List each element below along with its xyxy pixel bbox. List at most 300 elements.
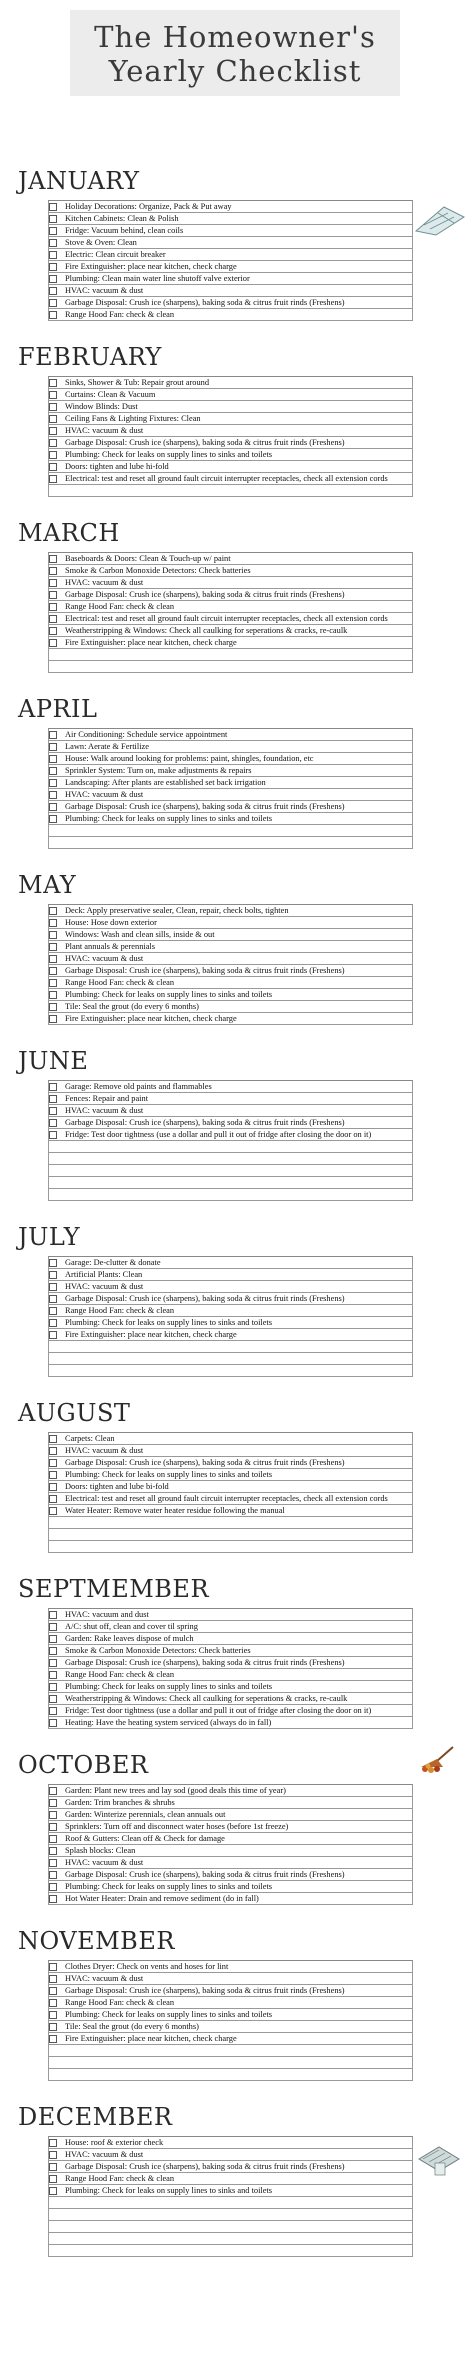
checkbox[interactable] — [49, 1435, 57, 1443]
checklist-row — [48, 613, 413, 625]
task-label: HVAC: vacuum & dust — [65, 1974, 144, 1983]
checkbox[interactable] — [49, 1811, 57, 1819]
checklist-row — [48, 2033, 413, 2045]
checklist-row — [48, 1845, 413, 1857]
checklist-row — [48, 625, 413, 637]
checklist-row — [48, 2233, 413, 2245]
checkbox[interactable] — [49, 567, 57, 575]
checkbox[interactable] — [49, 1799, 57, 1807]
checklist-row — [48, 437, 413, 449]
checklist-row — [48, 2045, 413, 2057]
checkbox[interactable] — [49, 579, 57, 587]
checklist-row — [48, 1693, 413, 1705]
task-label: Garbage Disposal: Crush ice (sharpens), baking soda & citrus fruit rinds (Freshens) — [65, 2162, 345, 2171]
checkbox[interactable] — [49, 275, 57, 283]
checkbox[interactable] — [49, 2023, 57, 2031]
task-label: HVAC: vacuum & dust — [65, 1858, 144, 1867]
task-label: HVAC: vacuum & dust — [65, 286, 144, 295]
checklist-row — [48, 2137, 413, 2149]
checkbox[interactable] — [49, 1623, 57, 1631]
checkbox[interactable] — [49, 555, 57, 563]
task-label: Range Hood Fan: check & clean — [65, 602, 175, 611]
task-label: Plumbing: Clean main water line shutoff valve exterior — [65, 274, 250, 283]
checkbox[interactable] — [49, 1003, 57, 1011]
checkbox[interactable] — [49, 1647, 57, 1655]
checkbox[interactable] — [49, 1307, 57, 1315]
checklist-row — [48, 1177, 413, 1189]
checklist-row — [48, 1481, 413, 1493]
checkbox[interactable] — [49, 1483, 57, 1491]
checklist-row — [48, 1717, 413, 1729]
task-label: Doors: tighten and lube bi-fold — [65, 1482, 169, 1491]
checklist-row — [48, 1165, 413, 1177]
task-label: Garbage Disposal: Crush ice (sharpens), baking soda & citrus fruit rinds (Freshens) — [65, 1986, 345, 1995]
task-label: Fire Extinguisher: place near kitchen, check charge — [65, 262, 237, 271]
task-label: Fridge: Test door tightness (use a dollar and pull it out of fridge after closing the door on it) — [65, 1706, 372, 1715]
task-label: Heating: Have the heating system serviced (always do in fall) — [65, 1718, 272, 1727]
task-label: Plumbing: Check for leaks on supply lines to sinks and toilets — [65, 990, 273, 999]
month-heading: JUNE — [18, 1047, 89, 1075]
checkbox[interactable] — [49, 215, 57, 223]
checklist-row — [48, 1081, 413, 1093]
checklist-row — [48, 905, 413, 917]
checkbox[interactable] — [49, 2035, 57, 2043]
checkbox[interactable] — [49, 227, 57, 235]
checklist-row — [48, 1493, 413, 1505]
checklist-table — [48, 728, 413, 849]
task-label: Water Heater: Remove water heater residue following the manual — [65, 1506, 285, 1515]
checkbox[interactable] — [49, 1331, 57, 1339]
checklist-row — [48, 2221, 413, 2233]
month-heading: OCTOBER — [18, 1751, 149, 1779]
checklist-row — [48, 1857, 413, 1869]
task-label: Range Hood Fan: check & clean — [65, 978, 175, 987]
checkbox[interactable] — [49, 931, 57, 939]
checklist-row — [48, 213, 413, 225]
task-label: Tile: Seal the grout (do every 6 months) — [65, 2022, 199, 2031]
month-june — [0, 1046, 474, 1222]
task-label: Garage: Remove old paints and flammables — [65, 1082, 212, 1091]
checkbox[interactable] — [49, 1471, 57, 1479]
checklist-row — [48, 1633, 413, 1645]
task-label: Electrical: test and reset all ground fault circuit interrupter receptacles, check all extension cords — [65, 1494, 388, 1503]
task-label: Electrical: test and reset all ground fault circuit interrupter receptacles, check all extension cords — [65, 614, 388, 623]
checklist-row — [48, 1305, 413, 1317]
checkbox[interactable] — [49, 1119, 57, 1127]
checklist-row — [48, 1645, 413, 1657]
task-label: Air Conditioning: Schedule service appointment — [65, 730, 228, 739]
checklist-row — [48, 1445, 413, 1457]
checklist-row — [48, 917, 413, 929]
checkbox[interactable] — [49, 603, 57, 611]
checklist-row — [48, 1797, 413, 1809]
checkbox[interactable] — [49, 1719, 57, 1727]
task-label: Splash blocks: Clean — [65, 1846, 136, 1855]
checklist-row — [48, 425, 413, 437]
blueprint-sketch-icon — [414, 203, 466, 237]
checkbox[interactable] — [49, 803, 57, 811]
checkbox[interactable] — [49, 1015, 57, 1023]
checklist-row — [48, 1809, 413, 1821]
task-label: Sprinklers: Turn off and disconnect water hoses (before 1st freeze) — [65, 1822, 289, 1831]
checklist-row — [48, 1621, 413, 1633]
checklist-row — [48, 261, 413, 273]
task-label: Garden: Plant new trees and lay sod (good deals this time of year) — [65, 1786, 286, 1795]
checkbox[interactable] — [49, 1671, 57, 1679]
checkbox[interactable] — [49, 791, 57, 799]
checklist-row — [48, 2245, 413, 2257]
checklist-table — [48, 1256, 413, 1377]
task-label: Range Hood Fan: check & clean — [65, 1998, 175, 2007]
task-label: Plumbing: Check for leaks on supply lines to sinks and toilets — [65, 1882, 273, 1891]
task-label: Weatherstripping & Windows: Check all caulking for seperations & cracks, re-caulk — [65, 1694, 348, 1703]
checkbox[interactable] — [49, 1847, 57, 1855]
checkbox[interactable] — [49, 1787, 57, 1795]
checkbox[interactable] — [49, 1987, 57, 1995]
checklist-table — [48, 2136, 413, 2257]
checkbox[interactable] — [49, 251, 57, 259]
checklist-row — [48, 285, 413, 297]
task-label: Roof & Gutters: Clean off & Check for damage — [65, 1834, 225, 1843]
task-label: Landscaping: After plants are established set back irrigation — [65, 778, 266, 787]
checklist-row — [48, 2197, 413, 2209]
checklist-row — [48, 1189, 413, 1201]
checkbox[interactable] — [49, 2175, 57, 2183]
checklist-row — [48, 1505, 413, 1517]
task-label: Fences: Repair and paint — [65, 1094, 149, 1103]
checklist-row — [48, 1785, 413, 1797]
checkbox[interactable] — [49, 2139, 57, 2147]
checkbox[interactable] — [49, 615, 57, 623]
checkbox[interactable] — [49, 1963, 57, 1971]
checklist-row — [48, 1293, 413, 1305]
checklist-row — [48, 1269, 413, 1281]
checkbox[interactable] — [49, 1895, 57, 1903]
month-heading: APRIL — [18, 695, 98, 723]
month-january — [0, 166, 474, 342]
task-label: Electrical: test and reset all ground fault circuit interrupter receptacles, check all extension cords — [65, 474, 388, 483]
task-label: Garbage Disposal: Crush ice (sharpens), baking soda & citrus fruit rinds (Freshens) — [65, 802, 345, 811]
month-april — [0, 694, 474, 870]
checklist-row — [48, 1105, 413, 1117]
task-label: HVAC: vacuum and dust — [65, 1610, 149, 1619]
checkbox[interactable] — [49, 967, 57, 975]
checkbox[interactable] — [49, 379, 57, 387]
checklist-row — [48, 777, 413, 789]
task-label: Garbage Disposal: Crush ice (sharpens), baking soda & citrus fruit rinds (Freshens) — [65, 1658, 345, 1667]
task-label: Plumbing: Check for leaks on supply lines to sinks and toilets — [65, 450, 273, 459]
checkbox[interactable] — [49, 1859, 57, 1867]
checklist-row — [48, 1669, 413, 1681]
task-label: Ceiling Fans & Lighting Fixtures: Clean — [65, 414, 201, 423]
checkbox[interactable] — [49, 1695, 57, 1703]
task-label: House: Walk around looking for problems: paint, shingles, foundation, etc — [65, 754, 314, 763]
checkbox[interactable] — [49, 391, 57, 399]
task-label: Garbage Disposal: Crush ice (sharpens), baking soda & citrus fruit rinds (Freshens) — [65, 590, 345, 599]
checkbox[interactable] — [49, 1131, 57, 1139]
checklist-row — [48, 1541, 413, 1553]
checklist-row — [48, 1869, 413, 1881]
checklist-row — [48, 1821, 413, 1833]
checkbox[interactable] — [49, 311, 57, 319]
task-label: Window Blinds: Dust — [65, 402, 138, 411]
checkbox[interactable] — [49, 1823, 57, 1831]
checkbox[interactable] — [49, 403, 57, 411]
task-label: HVAC: vacuum & dust — [65, 1106, 144, 1115]
checkbox[interactable] — [49, 731, 57, 739]
task-label: Garbage Disposal: Crush ice (sharpens), baking soda & citrus fruit rinds (Freshens) — [65, 298, 345, 307]
checkbox[interactable] — [49, 767, 57, 775]
checklist-row — [48, 1517, 413, 1529]
task-label: HVAC: vacuum & dust — [65, 426, 144, 435]
checklist-row — [48, 401, 413, 413]
checklist-row — [48, 1001, 413, 1013]
checklist-row — [48, 297, 413, 309]
checklist-table — [48, 1784, 413, 1905]
checkbox[interactable] — [49, 1871, 57, 1879]
checklist-row — [48, 1657, 413, 1669]
checkbox[interactable] — [49, 779, 57, 787]
checkbox[interactable] — [49, 299, 57, 307]
task-label: Fridge: Vacuum behind, clean coils — [65, 226, 184, 235]
checkbox[interactable] — [49, 203, 57, 211]
checklist-row — [48, 485, 413, 497]
checkbox[interactable] — [49, 475, 57, 483]
checklist-table — [48, 200, 413, 321]
task-label: Electric: Clean circuit breaker — [65, 250, 166, 259]
month-heading: SEPTMEMBER — [18, 1575, 210, 1603]
task-label: House: Hose down exterior — [65, 918, 157, 927]
checkbox[interactable] — [49, 1107, 57, 1115]
title-banner — [70, 10, 400, 96]
task-label: Lawn: Aerate & Fertilize — [65, 742, 149, 751]
checklist-row — [48, 589, 413, 601]
checklist-row — [48, 637, 413, 649]
month-heading: DECEMBER — [18, 2103, 173, 2131]
checkbox[interactable] — [49, 1507, 57, 1515]
checkbox[interactable] — [49, 991, 57, 999]
task-label: Fire Extinguisher: place near kitchen, check charge — [65, 1014, 237, 1023]
task-label: Range Hood Fan: check & clean — [65, 1670, 175, 1679]
checklist-row — [48, 1985, 413, 1997]
checkbox[interactable] — [49, 943, 57, 951]
task-label: Plumbing: Check for leaks on supply lines to sinks and toilets — [65, 814, 273, 823]
checkbox[interactable] — [49, 463, 57, 471]
checklist-row — [48, 741, 413, 753]
checklist-table — [48, 1608, 413, 1729]
checkbox[interactable] — [49, 591, 57, 599]
checklist-table — [48, 1432, 413, 1553]
checkbox[interactable] — [49, 1271, 57, 1279]
checklist-row — [48, 1961, 413, 1973]
checkbox[interactable] — [49, 1447, 57, 1455]
checklist-row — [48, 389, 413, 401]
checklist-row — [48, 377, 413, 389]
task-label: Smoke & Carbon Monoxide Detectors: Check batteries — [65, 566, 251, 575]
checkbox[interactable] — [49, 1611, 57, 1619]
checkbox[interactable] — [49, 919, 57, 927]
task-label: Fire Extinguisher: place near kitchen, check charge — [65, 638, 237, 647]
checkbox[interactable] — [49, 2151, 57, 2159]
checklist-row — [48, 649, 413, 661]
checklist-row — [48, 661, 413, 673]
checklist-row — [48, 553, 413, 565]
task-label: Garden: Winterize perennials, clean annuals out — [65, 1810, 226, 1819]
month-october — [0, 1750, 474, 1926]
checkbox[interactable] — [49, 1999, 57, 2007]
checkbox[interactable] — [49, 1975, 57, 1983]
checklist-row — [48, 1281, 413, 1293]
checkbox[interactable] — [49, 815, 57, 823]
checkbox[interactable] — [49, 439, 57, 447]
task-label: Plumbing: Check for leaks on supply lines to sinks and toilets — [65, 1318, 273, 1327]
checklist-row — [48, 1469, 413, 1481]
checklist-row — [48, 1013, 413, 1025]
checklist-row — [48, 1433, 413, 1445]
task-label: Sinks, Shower & Tub: Repair grout around — [65, 378, 210, 387]
task-label: Doors: tighten and lube hi-fold — [65, 462, 169, 471]
checklist-row — [48, 1329, 413, 1341]
task-label: HVAC: vacuum & dust — [65, 1446, 144, 1455]
checklist-row — [48, 1833, 413, 1845]
checklist-row — [48, 837, 413, 849]
checklist-row — [48, 461, 413, 473]
checklist-row — [48, 1257, 413, 1269]
checkbox[interactable] — [49, 1883, 57, 1891]
checklist-row — [48, 601, 413, 613]
task-label: Fire Extinguisher: place near kitchen, check charge — [65, 1330, 237, 1339]
checkbox[interactable] — [49, 907, 57, 915]
task-label: Artificial Plants: Clean — [65, 1270, 143, 1279]
checkbox[interactable] — [49, 1283, 57, 1291]
checkbox[interactable] — [49, 415, 57, 423]
task-label: Baseboards & Doors: Clean & Touch-up w/ paint — [65, 554, 231, 563]
checkbox[interactable] — [49, 427, 57, 435]
checkbox[interactable] — [49, 1459, 57, 1467]
checklist-row — [48, 309, 413, 321]
task-label: Windows: Wash and clean sills, inside & out — [65, 930, 215, 939]
checkbox[interactable] — [49, 1295, 57, 1303]
task-label: House: roof & exterior check — [65, 2138, 164, 2147]
checklist-row — [48, 1117, 413, 1129]
month-heading: MARCH — [18, 519, 120, 547]
checklist-row — [48, 2009, 413, 2021]
checkbox[interactable] — [49, 2187, 57, 2195]
checkbox[interactable] — [49, 1083, 57, 1091]
task-label: Range Hood Fan: check & clean — [65, 310, 175, 319]
task-label: Plumbing: Check for leaks on supply lines to sinks and toilets — [65, 2010, 273, 2019]
task-label: Garbage Disposal: Crush ice (sharpens), baking soda & citrus fruit rinds (Freshens) — [65, 1870, 345, 1879]
checklist-row — [48, 1341, 413, 1353]
month-december — [0, 2102, 474, 2278]
checklist-row — [48, 825, 413, 837]
task-label: Garbage Disposal: Crush ice (sharpens), baking soda & citrus fruit rinds (Freshens) — [65, 1294, 345, 1303]
checkbox[interactable] — [49, 1707, 57, 1715]
checklist-row — [48, 729, 413, 741]
month-heading: FEBRUARY — [18, 343, 162, 371]
checkbox[interactable] — [49, 239, 57, 247]
task-label: Fridge: Test door tightness (use a dollar and pull it out of fridge after closing the door on it) — [65, 1130, 372, 1139]
checklist-row — [48, 1129, 413, 1141]
checkbox[interactable] — [49, 263, 57, 271]
checklist-row — [48, 1881, 413, 1893]
task-label: Smoke & Carbon Monoxide Detectors: Check batteries — [65, 1646, 251, 1655]
month-march — [0, 518, 474, 694]
task-label: Sprinkler System: Turn on, make adjustments & repairs — [65, 766, 252, 775]
checklist-row — [48, 2021, 413, 2033]
checkbox[interactable] — [49, 755, 57, 763]
checklist-row — [48, 1093, 413, 1105]
task-label: Clothes Dryer: Check on vents and hoses for lint — [65, 1962, 229, 1971]
checklist-row — [48, 413, 413, 425]
checklist-table — [48, 904, 413, 1025]
checkbox[interactable] — [49, 1683, 57, 1691]
checklist-table — [48, 1080, 413, 1201]
task-label: Hot Water Heater: Drain and remove sediment (do in fall) — [65, 1894, 259, 1903]
checklist-row — [48, 1705, 413, 1717]
checkbox[interactable] — [49, 1635, 57, 1643]
checkbox[interactable] — [49, 979, 57, 987]
checkbox[interactable] — [49, 1835, 57, 1843]
checklist-row — [48, 941, 413, 953]
task-label: Range Hood Fan: check & clean — [65, 2174, 175, 2183]
month-february — [0, 342, 474, 518]
checkbox[interactable] — [49, 627, 57, 635]
month-heading: AUGUST — [18, 1399, 131, 1427]
checklist-row — [48, 989, 413, 1001]
checkbox[interactable] — [49, 743, 57, 751]
checklist-row — [48, 473, 413, 485]
checkbox[interactable] — [49, 2163, 57, 2171]
checkbox[interactable] — [49, 1319, 57, 1327]
checkbox[interactable] — [49, 1659, 57, 1667]
task-label: Holiday Decorations: Organize, Pack & Put away — [65, 202, 232, 211]
checkbox[interactable] — [49, 1259, 57, 1267]
month-july — [0, 1222, 474, 1398]
checklist-row — [48, 765, 413, 777]
checklist-row — [48, 1997, 413, 2009]
task-label: Curtains: Clean & Vacuum — [65, 390, 156, 399]
task-label: HVAC: vacuum & dust — [65, 954, 144, 963]
task-label: Garbage Disposal: Crush ice (sharpens), baking soda & citrus fruit rinds (Freshens) — [65, 438, 345, 447]
checklist-row — [48, 2161, 413, 2173]
checklist-row — [48, 977, 413, 989]
checklist-row — [48, 1893, 413, 1905]
checkbox[interactable] — [49, 1495, 57, 1503]
task-label: HVAC: vacuum & dust — [65, 578, 144, 587]
checkbox[interactable] — [49, 639, 57, 647]
task-label: Plumbing: Check for leaks on supply lines to sinks and toilets — [65, 1470, 273, 1479]
checkbox[interactable] — [49, 1095, 57, 1103]
autumn-rake-icon — [415, 1745, 457, 1775]
checklist-table — [48, 376, 413, 497]
checklist-row — [48, 565, 413, 577]
checklist-row — [48, 2209, 413, 2221]
checkbox[interactable] — [49, 287, 57, 295]
checkbox[interactable] — [49, 955, 57, 963]
checklist-row — [48, 813, 413, 825]
checklist-row — [48, 753, 413, 765]
checkbox[interactable] — [49, 2011, 57, 2019]
task-label: Kitchen Cabinets: Clean & Polish — [65, 214, 179, 223]
task-label: Range Hood Fan: check & clean — [65, 1306, 175, 1315]
task-label: HVAC: vacuum & dust — [65, 790, 144, 799]
task-label: HVAC: vacuum & dust — [65, 2150, 144, 2159]
checkbox[interactable] — [49, 451, 57, 459]
task-label: Plumbing: Check for leaks on supply lines to sinks and toilets — [65, 2186, 273, 2195]
checklist-row — [48, 1529, 413, 1541]
task-label: Plumbing: Check for leaks on supply lines to sinks and toilets — [65, 1682, 273, 1691]
